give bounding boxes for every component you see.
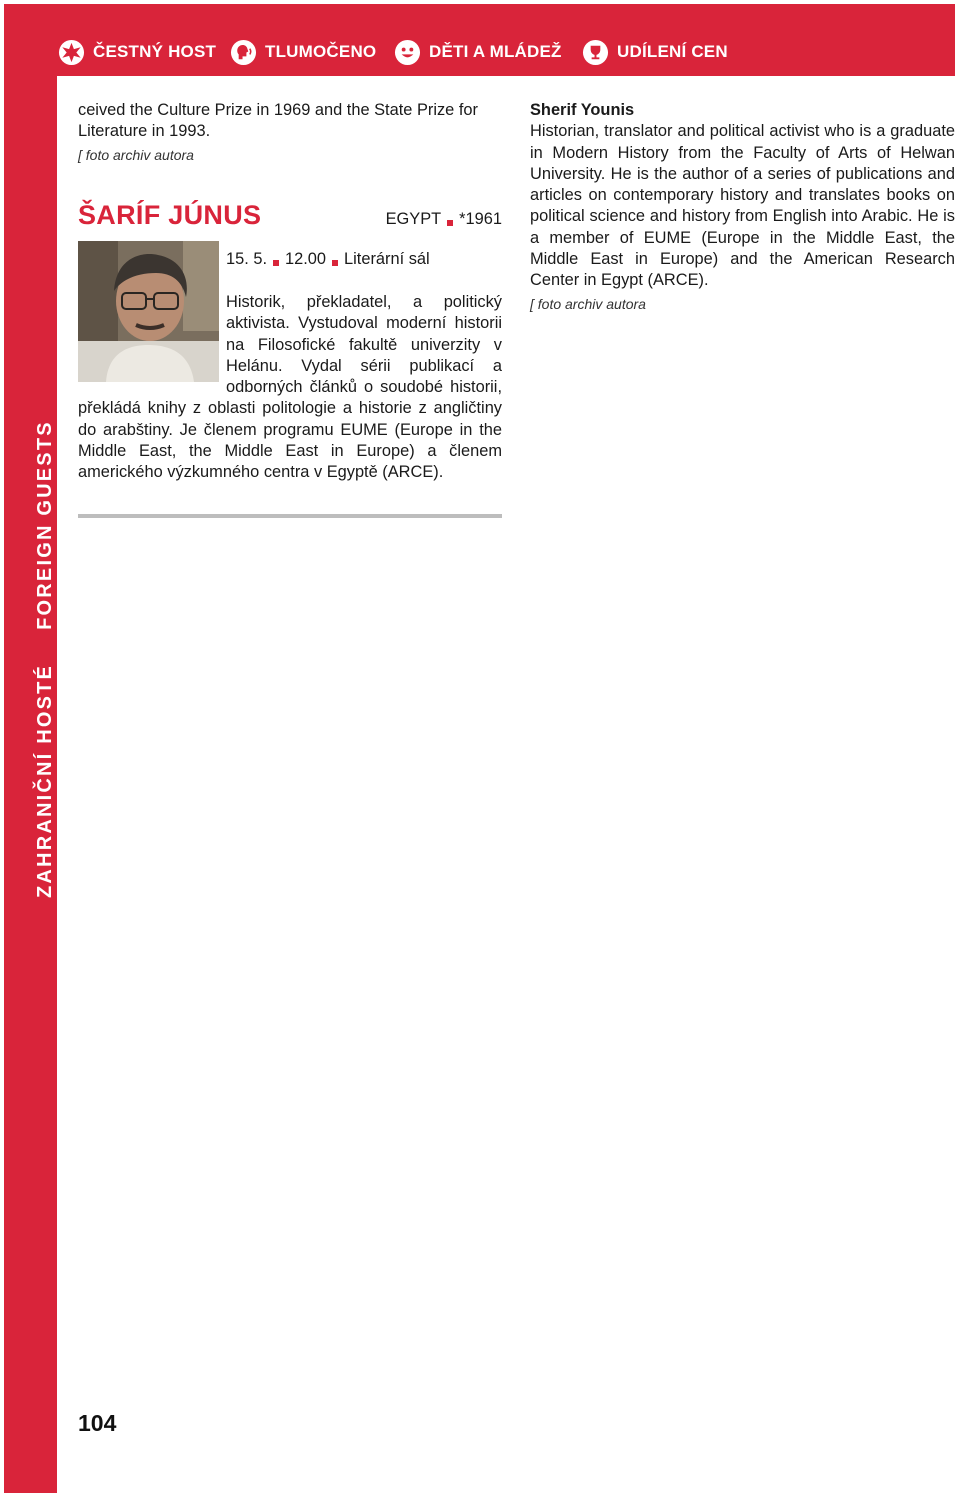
guest-description-block xyxy=(78,292,502,484)
legend-interpreted xyxy=(230,38,376,66)
separator-square xyxy=(447,220,453,226)
guest-country: EGYPT xyxy=(385,210,442,228)
left-column xyxy=(78,100,502,482)
photo-credit-en: [ foto archiv autora xyxy=(530,295,646,312)
event-venue: Literární sál xyxy=(344,250,430,268)
guest-name: ŠARÍF JÚNUS xyxy=(78,200,262,230)
section-title xyxy=(34,420,57,898)
guest-origin xyxy=(386,210,502,229)
section-title-cz: ZAHRANIČNÍ HOSTÉ xyxy=(34,663,56,898)
legend-awards xyxy=(582,38,728,66)
photo-credit: [ foto archiv autora xyxy=(78,146,194,163)
guest-heading xyxy=(78,200,502,234)
legend-children-youth xyxy=(394,38,562,66)
guest-name-en: Sherif Younis xyxy=(530,101,635,119)
entry-divider xyxy=(78,514,502,518)
section-title-en: FOREIGN GUESTS xyxy=(34,420,56,630)
event-date: 15. 5. xyxy=(226,250,268,268)
right-column xyxy=(530,100,955,314)
separator-square xyxy=(273,260,279,266)
star-burst-icon xyxy=(58,39,85,66)
event-schedule xyxy=(226,250,430,269)
header-bar xyxy=(4,4,955,76)
guest-description-cz: Historik, překladatel, a politický aktivista. Vystudoval moderní historii na Filosofické fakultě univerzity v Helánu. Vydal sérii publikací a odborných článků o soudobé historii, překládá knihy z oblasti politologie a historie z angličtiny do arabštiny. Je členem programu EUME (Europe in the Middle East, the Middle East in Europe) a členem amerického výzkumného centra v Egyptě (ARCE). xyxy=(78,293,502,482)
trophy-icon xyxy=(582,39,609,66)
legend-label: UDÍLENÍ CEN xyxy=(617,42,728,61)
smiley-face-icon xyxy=(394,39,421,66)
legend-label: ČESTNÝ HOST xyxy=(93,42,217,61)
legend-label: DĚTI A MLÁDEŽ xyxy=(429,42,562,61)
page-number: 104 xyxy=(78,1410,117,1436)
separator-square xyxy=(332,260,338,266)
speaking-head-icon xyxy=(230,39,257,66)
legend-honorary-guest xyxy=(58,38,216,66)
guest-description-en: Historian, translator and political activist who is a graduate in Modern History from the Faculty of Arts of Helwan University. He is the author of a series of publications and articles on contemporary history and translates books on political science and history from English into Arabic. He is a member of EUME (Europe in the Middle East, the Middle East in Europe) and the American Research Center in Egypt (ARCE). xyxy=(530,122,955,290)
section-sidebar xyxy=(4,76,57,1493)
photo-wrap-spacer xyxy=(78,292,226,387)
event-time: 12.00 xyxy=(285,250,327,268)
previous-entry-text: ceived the Culture Prize in 1969 and the State Prize for Literature in 1993. xyxy=(78,101,478,141)
legend-label: TLUMOČENO xyxy=(265,42,377,61)
guest-birth: *1961 xyxy=(459,210,502,228)
